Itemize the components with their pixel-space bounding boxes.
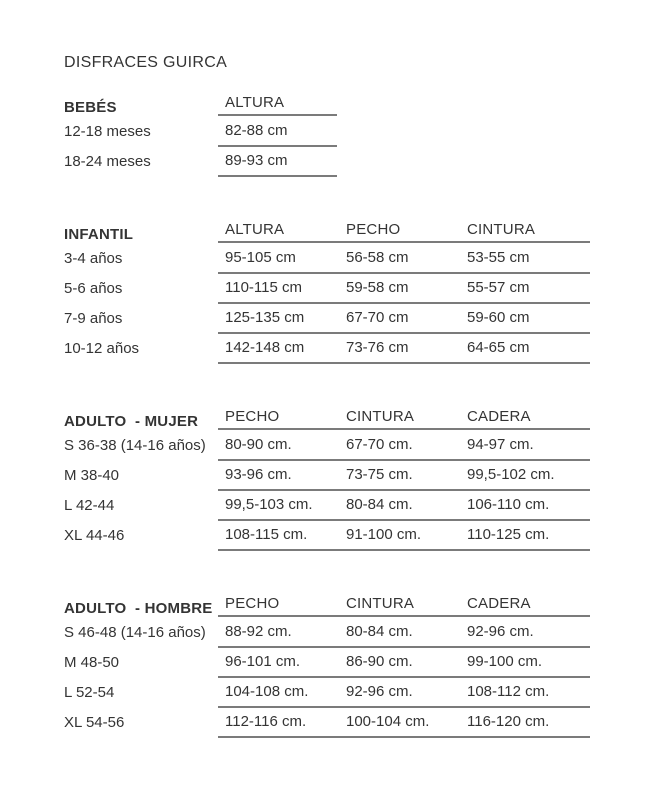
value-cell: 86-90 cm.: [346, 652, 413, 670]
value-cell: 73-75 cm.: [346, 465, 413, 483]
table-rows: [64, 243, 651, 363]
table-row: [64, 333, 651, 363]
row-values: [218, 646, 590, 678]
row-values: [218, 429, 590, 461]
size-table-section: [64, 223, 651, 363]
value-cell: 67-70 cm.: [346, 435, 413, 453]
value-cell: 56-58 cm: [346, 248, 409, 266]
value-cell: 80-84 cm.: [346, 622, 413, 640]
value-cell: 80-90 cm.: [225, 435, 292, 453]
column-header: PECHO: [225, 408, 280, 425]
value-cell: 88-92 cm.: [225, 622, 292, 640]
value-cell: 91-100 cm.: [346, 525, 422, 543]
table-row: [64, 273, 651, 303]
column-headers-row: [218, 408, 590, 430]
column-headers-row: [218, 595, 590, 617]
row-values: [218, 676, 590, 708]
table-row: [64, 707, 651, 737]
table-row: [64, 490, 651, 520]
row-values: [218, 519, 590, 551]
value-cell: 80-84 cm.: [346, 495, 413, 513]
table-row: [64, 303, 651, 333]
value-cell: 110-125 cm.: [467, 525, 550, 543]
column-header: CADERA: [467, 595, 531, 612]
column-header: ALTURA: [225, 221, 285, 238]
column-headers-row: [218, 94, 337, 116]
row-label: S 46-48 (14-16 años): [64, 623, 206, 641]
row-label: L 42-44: [64, 496, 115, 514]
value-cell: 110-115 cm: [225, 278, 302, 296]
row-label: S 36-38 (14-16 años): [64, 436, 206, 454]
section-title: ADULTO - MUJER: [64, 413, 199, 430]
size-table-section: [64, 597, 651, 737]
value-cell: 116-120 cm.: [467, 712, 550, 730]
row-values: [218, 489, 590, 521]
table-row: [64, 617, 651, 647]
row-values: [218, 332, 590, 364]
table-row: [64, 116, 651, 146]
value-cell: 55-57 cm: [467, 278, 530, 296]
size-table-section: [64, 410, 651, 550]
column-header: CADERA: [467, 408, 531, 425]
size-table-section: [64, 96, 651, 176]
value-cell: 125-135 cm: [225, 308, 305, 326]
row-label: 3-4 años: [64, 249, 123, 267]
row-label: 7-9 años: [64, 309, 123, 327]
value-cell: 100-104 cm.: [346, 712, 430, 730]
value-cell: 67-70 cm: [346, 308, 409, 326]
value-cell: 99,5-103 cm.: [225, 495, 313, 513]
row-label: 10-12 años: [64, 339, 140, 357]
value-cell: 59-60 cm: [467, 308, 530, 326]
value-cell: 99-100 cm.: [467, 652, 543, 670]
section-title: BEBÉS: [64, 99, 117, 116]
table-row: [64, 146, 651, 176]
value-cell: 95-105 cm: [225, 248, 296, 266]
value-cell: 104-108 cm.: [225, 682, 309, 700]
value-cell: 108-115 cm.: [225, 525, 308, 543]
value-cell: 53-55 cm: [467, 248, 530, 266]
row-values: [218, 115, 337, 147]
value-cell: 92-96 cm.: [467, 622, 534, 640]
value-cell: 108-112 cm.: [467, 682, 550, 700]
column-header: ALTURA: [225, 94, 285, 111]
table-row: [64, 677, 651, 707]
table-header-row: [64, 597, 651, 617]
value-cell: 106-110 cm.: [467, 495, 550, 513]
row-values: [218, 616, 590, 648]
table-header-row: [64, 96, 651, 116]
value-cell: 82-88 cm: [225, 121, 288, 139]
table-rows: [64, 617, 651, 737]
row-values: [218, 242, 590, 274]
value-cell: 89-93 cm: [225, 151, 288, 169]
column-header: CINTURA: [467, 221, 536, 238]
value-cell: 96-101 cm.: [225, 652, 301, 670]
table-row: [64, 430, 651, 460]
row-values: [218, 459, 590, 491]
row-label: 12-18 meses: [64, 122, 151, 140]
row-label: XL 44-46: [64, 526, 125, 544]
row-values: [218, 302, 590, 334]
value-cell: 64-65 cm: [467, 338, 530, 356]
table-row: [64, 520, 651, 550]
value-cell: 59-58 cm: [346, 278, 409, 296]
value-cell: 93-96 cm.: [225, 465, 292, 483]
table-row: [64, 647, 651, 677]
row-values: [218, 272, 590, 304]
value-cell: 112-116 cm.: [225, 712, 307, 730]
table-row: [64, 243, 651, 273]
size-tables-container: [64, 96, 651, 737]
row-label: L 52-54: [64, 683, 115, 701]
table-row: [64, 460, 651, 490]
row-label: M 48-50: [64, 653, 120, 671]
row-values: [218, 706, 590, 738]
value-cell: 73-76 cm: [346, 338, 409, 356]
column-header: PECHO: [225, 595, 280, 612]
table-rows: [64, 430, 651, 550]
table-rows: [64, 116, 651, 176]
value-cell: 94-97 cm.: [467, 435, 534, 453]
column-header: PECHO: [346, 221, 401, 238]
row-label: XL 54-56: [64, 713, 125, 731]
value-cell: 92-96 cm.: [346, 682, 413, 700]
table-header-row: [64, 410, 651, 430]
column-headers-row: [218, 221, 590, 243]
column-header: CINTURA: [346, 595, 415, 612]
row-label: 5-6 años: [64, 279, 123, 297]
column-header: CINTURA: [346, 408, 415, 425]
section-title: ADULTO - HOMBRE: [64, 600, 213, 617]
row-label: M 38-40: [64, 466, 120, 484]
table-header-row: [64, 223, 651, 243]
section-title: INFANTIL: [64, 226, 134, 243]
row-label: 18-24 meses: [64, 152, 151, 170]
value-cell: 99,5-102 cm.: [467, 465, 555, 483]
value-cell: 142-148 cm: [225, 338, 305, 356]
page-title: DISFRACES GUIRCA: [64, 54, 228, 71]
row-values: [218, 145, 337, 177]
